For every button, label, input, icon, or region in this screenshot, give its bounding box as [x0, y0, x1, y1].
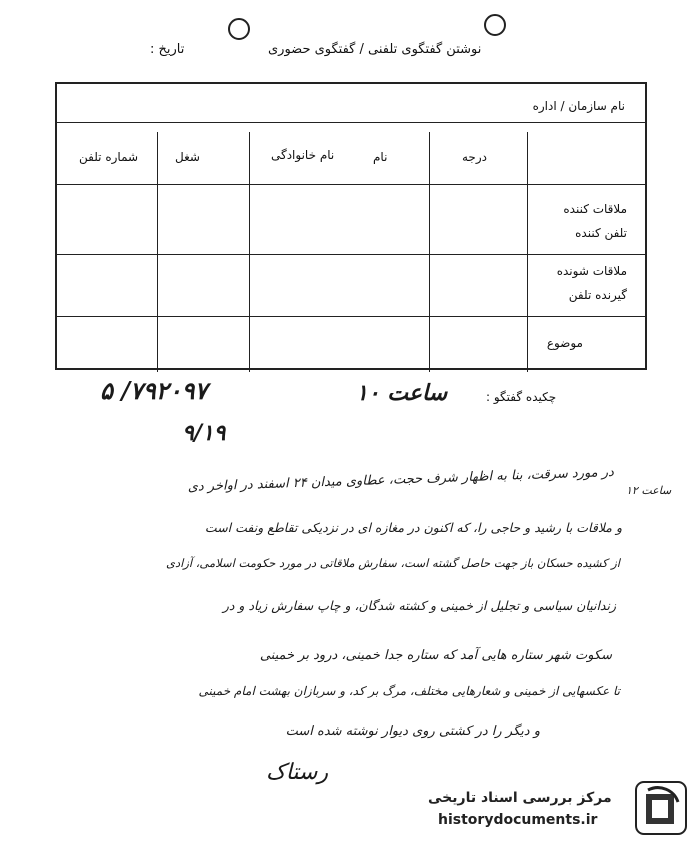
row-receiver: گیرنده تلفن	[568, 288, 627, 302]
col-job: شغل	[175, 150, 200, 164]
summary-label: چکیده گفتگو :	[486, 390, 557, 404]
signature: رستاک	[266, 760, 329, 785]
watermark-title: مرکز بررسی اسناد تاریخی	[428, 790, 612, 806]
row-caller: تلفن کننده	[575, 226, 627, 240]
row-visitor: ملاقات کننده	[563, 202, 627, 216]
form-date-label: تاریخ :	[150, 42, 185, 57]
margin-note: ساعت ۱۲	[626, 484, 672, 497]
col-family: نام خانوادگی	[271, 148, 335, 162]
watermark-logo-icon	[634, 780, 688, 836]
row-subject: موضوع	[546, 336, 583, 350]
col-rank: درجه	[462, 150, 487, 164]
body-line-6: تا عکسهایی از خمینی و شعارهایی مختلف، مرگ بر کد، و سربازان بهشت امام خمینی	[198, 684, 620, 698]
col-name: نام	[373, 150, 388, 164]
row-visited: ملاقات شونده	[556, 264, 627, 278]
body-line-5: سکوت شهر ستاره هایی آمد که ستاره جدا خمینی، درود بر خمینی	[259, 648, 612, 663]
form-title: نوشتن گفتگوی تلفنی / گفتگوی حضوری	[268, 42, 482, 57]
body-line-7: و دیگر را در کشتی روی دیوار نوشته شده است	[285, 724, 540, 739]
punch-hole-left	[228, 18, 250, 40]
body-line-1: در مورد سرقت، بنا به اظهار شرف حجت، عطاوی میدان ۲۴ اسفند در اواخر دی	[187, 464, 615, 495]
body-line-4: زندانیان سیاسی و تجلیل از خمینی و کشته شدگان، و چاپ سفارش زیاد و در	[222, 598, 616, 613]
form-table	[55, 82, 647, 370]
reference-number: ۷۹۲۰۹۷/ ۵	[100, 376, 208, 405]
col-phone: شماره تلفن	[79, 150, 139, 164]
watermark-url: historydocuments.ir	[438, 812, 598, 828]
punch-hole-right	[484, 14, 506, 36]
reference-sub: ۹/۱۹	[182, 420, 226, 446]
body-line-2: و ملاقات با رشید و حاجی را، که اکنون در مغازه ای در نزدیکی تقاطع ونفت است	[204, 520, 622, 535]
body-line-3: از کشیده حسکان باز جهت حاصل گشته است، سفارش ملاقاتی در مورد حکومت اسلامی، آزادی	[166, 556, 620, 570]
org-label: نام سازمان / اداره	[532, 99, 625, 113]
time-note: ساعت ۱۰	[356, 380, 448, 406]
